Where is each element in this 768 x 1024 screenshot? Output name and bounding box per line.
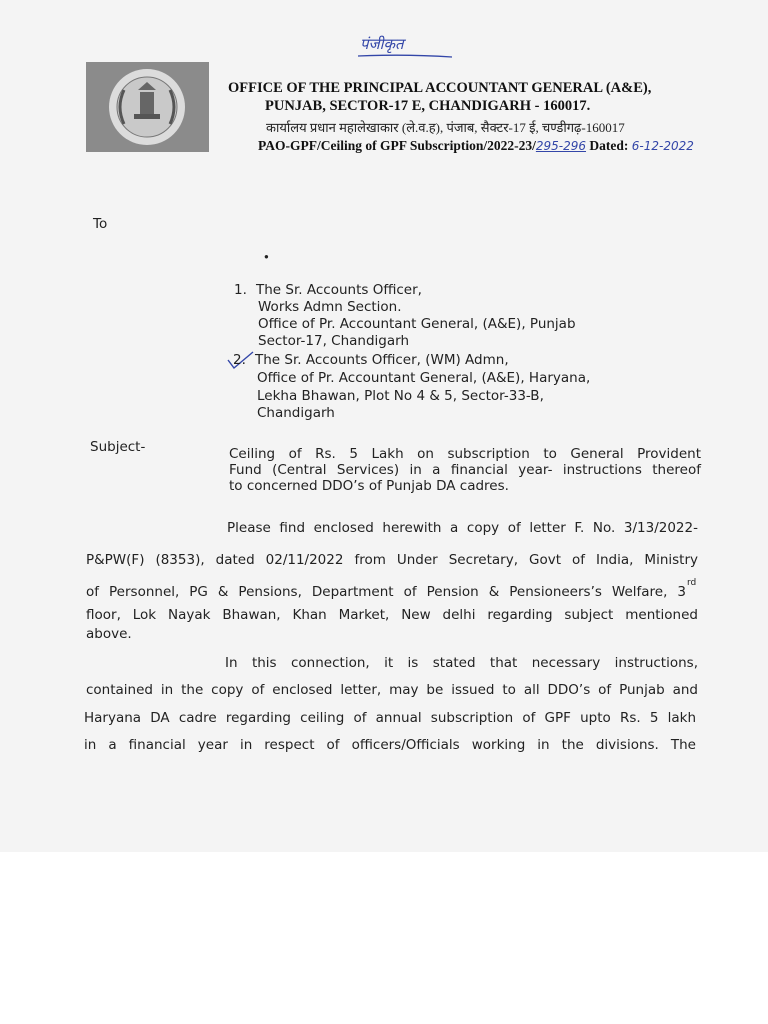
paragraph-2-line: contained in the copy of enclosed letter, may be issued to all DDO’s of Punjab and — [86, 682, 698, 698]
paragraph-1-line: above. — [86, 626, 132, 642]
paragraph-2-line: Haryana DA cadre regarding ceiling of annual subscription of GPF upto Rs. 5 lakh — [84, 710, 696, 726]
dated-label: Dated: — [589, 138, 629, 153]
addressee-2-line: Chandigarh — [257, 405, 335, 421]
subject-line: Fund (Central Services) in a financial year- instructions thereof — [229, 462, 701, 478]
paragraph-2-line: in a financial year in respect of officers/Officials working in the divisions. The — [84, 737, 696, 753]
government-emblem-logo — [86, 62, 209, 152]
subject-line: Ceiling of Rs. 5 Lakh on subscription to General Provident — [229, 446, 701, 462]
registered-handwritten-note: पंजीकृत — [360, 35, 404, 53]
registered-underline — [356, 52, 456, 60]
addressee-2-line: The Sr. Accounts Officer, (WM) Admn, — [255, 352, 509, 368]
dated-value: 6-12-2022 — [631, 139, 694, 153]
paragraph-1-line: P&PW(F) (8353), dated 02/11/2022 from Under Secretary, Govt of India, Ministry — [86, 552, 698, 568]
paragraph-1-line: floor, Lok Nayak Bhawan, Khan Market, New delhi regarding subject mentioned — [86, 607, 698, 623]
addressee-1-line: The Sr. Accounts Officer, — [256, 282, 422, 298]
to-label: To — [93, 216, 108, 232]
subject-label: Subject- — [90, 439, 146, 455]
paragraph-1-line: Please find enclosed herewith a copy of letter F. No. 3/13/2022- — [227, 520, 698, 536]
reference-number: 295-296 — [535, 139, 587, 153]
subject-text — [229, 446, 701, 494]
office-header-line1: OFFICE OF THE PRINCIPAL ACCOUNTANT GENERAL (A&E), — [228, 80, 652, 96]
addressee-2-line: Lekha Bhawan, Plot No 4 & 5, Sector-33-B, — [257, 388, 544, 404]
addressee-1-line: Office of Pr. Accountant General, (A&E), Punjab — [258, 316, 576, 332]
addressee-2-number: 2. — [233, 352, 246, 368]
office-header-hindi: कार्यालय प्रधान महालेखाकार (ले.व.ह), पंजाब, सैक्टर-17 ई, चण्डीगढ़-160017 — [266, 120, 625, 135]
addressee-1-line: Sector-17, Chandigarh — [258, 333, 410, 349]
blank-page-area — [0, 852, 768, 1024]
addressee-1-line: Works Admn Section. — [258, 299, 402, 315]
office-header-line2: PUNJAB, SECTOR-17 E, CHANDIGARH - 160017. — [265, 98, 591, 114]
paragraph-2-line: In this connection, it is stated that necessary instructions, — [225, 655, 698, 671]
reference-line — [258, 138, 694, 154]
stray-dot: ● — [264, 252, 269, 261]
paragraph-1-superscript: rd — [687, 578, 697, 588]
paragraph-1-line: of Personnel, PG & Pensions, Department of Pension & Pensioneers’s Welfare, 3 — [86, 584, 686, 600]
reference-prefix: PAO-GPF/Ceiling of GPF Subscription/2022-23/ — [258, 138, 536, 153]
subject-line: to concerned DDO’s of Punjab DA cadres. — [229, 478, 509, 494]
addressee-1-number: 1. — [234, 282, 247, 298]
addressee-2-line: Office of Pr. Accountant General, (A&E), Haryana, — [257, 370, 591, 386]
